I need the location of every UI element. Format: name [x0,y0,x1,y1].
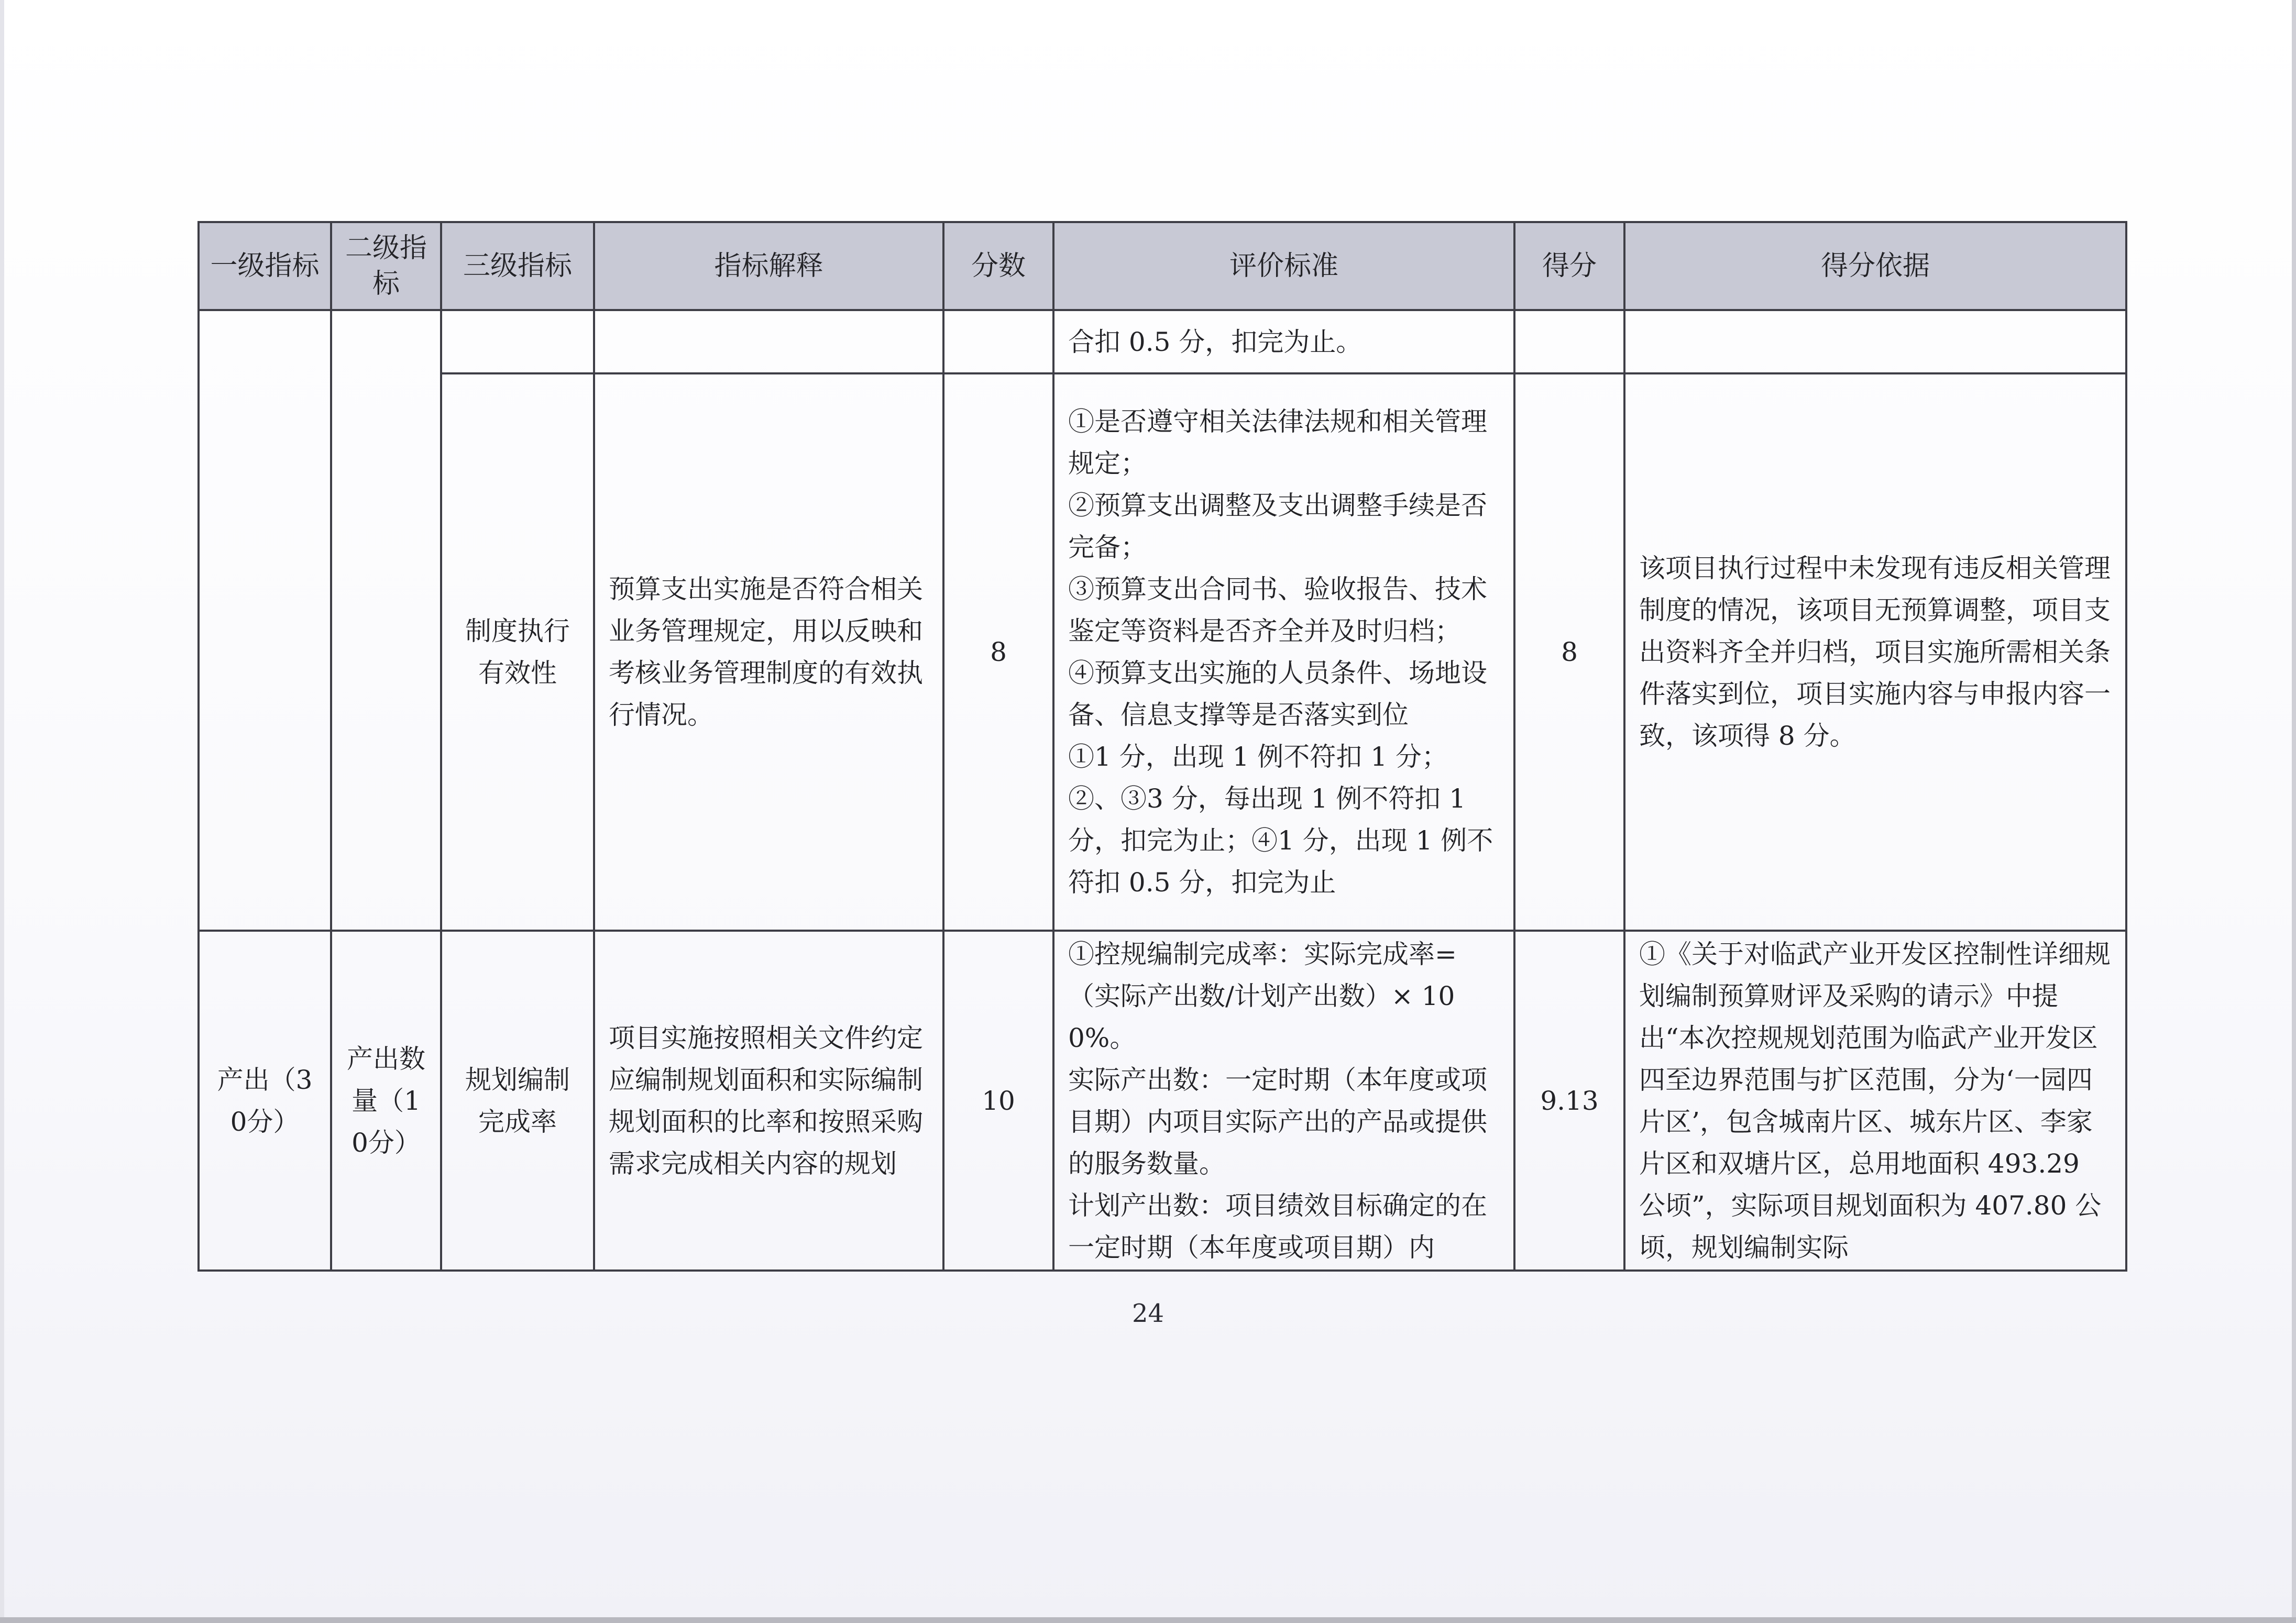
cell-basis: 该项目执行过程中未发现有违反相关管理制度的情况，该项目无预算调整，项目支出资料齐全并归档，项目实施所需相关条件落实到位，项目实施内容与申报内容一致，该项得 8 分。 [1624,373,2126,931]
cell-level2 [331,310,441,931]
cell-score: 8 [1514,373,1624,931]
criteria-line: ①1 分，出现 1 例不符扣 1 分；②、③3 分，每出现 1 例不符扣 1 分，扣完为止；④1 分，出现 1 例不符扣 0.5 分，扣完为止 [1068,742,1493,898]
cell-points: 8 [943,373,1053,931]
criteria-line: 实际产出数：一定时期（本年度或项目期）内项目实际产出的产品或提供的服务数量。 [1068,1064,1487,1179]
table-row [199,310,2126,373]
cell-level1: 产出（30分） [199,931,331,1271]
header-level3: 三级指标 [441,222,594,310]
page-number: 24 [1131,1299,1165,1328]
criteria-line: ①是否遵守相关法律法规和相关管理规定； [1068,406,1487,479]
criteria-line: ③预算支出合同书、验收报告、技术鉴定等资料是否齐全并及时归档； [1068,574,1487,646]
header-score: 得分 [1514,222,1624,310]
criteria-line: ②预算支出调整及支出调整手续是否完备； [1068,490,1487,562]
scan-right-edge [2292,0,2296,1623]
header-basis: 得分依据 [1624,222,2126,310]
header-points: 分数 [943,222,1053,310]
cell-explanation [594,310,943,373]
criteria-line: 计划产出数：项目绩效目标确定的在一定时期（本年度或项目期）内 [1068,1190,1487,1263]
table-row [199,931,2126,1271]
table-header-row [199,222,2126,310]
cell-points [943,310,1053,373]
cell-explanation: 项目实施按照相关文件约定应编制规划面积和实际编制规划面积的比率和按照采购需求完成相关内容的规划 [594,931,943,1271]
cell-basis [1624,310,2126,373]
header-level1: 一级指标 [199,222,331,310]
header-criteria: 评价标准 [1053,222,1514,310]
cell-level3: 制度执行有效性 [441,373,594,931]
cell-level3 [441,310,594,373]
cell-points: 10 [943,931,1053,1271]
cell-criteria [1053,931,1514,1271]
cell-score [1514,310,1624,373]
table-row [199,373,2126,931]
cell-basis: ①《关于对临武产业开发区控制性详细规划编制预算财评及采购的请示》中提出“本次控规规划范围为临武产业开发区四至边界范围与扩区范围，分为‘一园四片区’，包含城南片区、城东片区、李家片区和双塘片区，总用地面积 493.29 公顷”，实际项目规划面积为 407.80 公顷，规划编制实际 [1624,931,2126,1271]
header-level2: 二级指标 [331,222,441,310]
criteria-line: 合扣 0.5 分，扣完为止。 [1068,326,1363,357]
evaluation-table [197,221,2127,1272]
cell-level3: 规划编制完成率 [441,931,594,1271]
cell-explanation: 预算支出实施是否符合相关业务管理规定，用以反映和考核业务管理制度的有效执行情况。 [594,373,943,931]
cell-level1 [199,310,331,931]
scan-bottom-edge [0,1617,2296,1623]
cell-score: 9.13 [1514,931,1624,1271]
criteria-line: ④预算支出实施的人员条件、场地设备、信息支撑等是否落实到位 [1068,658,1487,730]
criteria-line: ①控规编制完成率：实际完成率=（实际产出数/计划产出数）× 100%。 [1068,939,1457,1053]
cell-criteria [1053,310,1514,373]
cell-criteria [1053,373,1514,931]
scan-left-edge [0,0,4,1623]
header-explanation: 指标解释 [594,222,943,310]
cell-level2: 产出数量（10分） [331,931,441,1271]
